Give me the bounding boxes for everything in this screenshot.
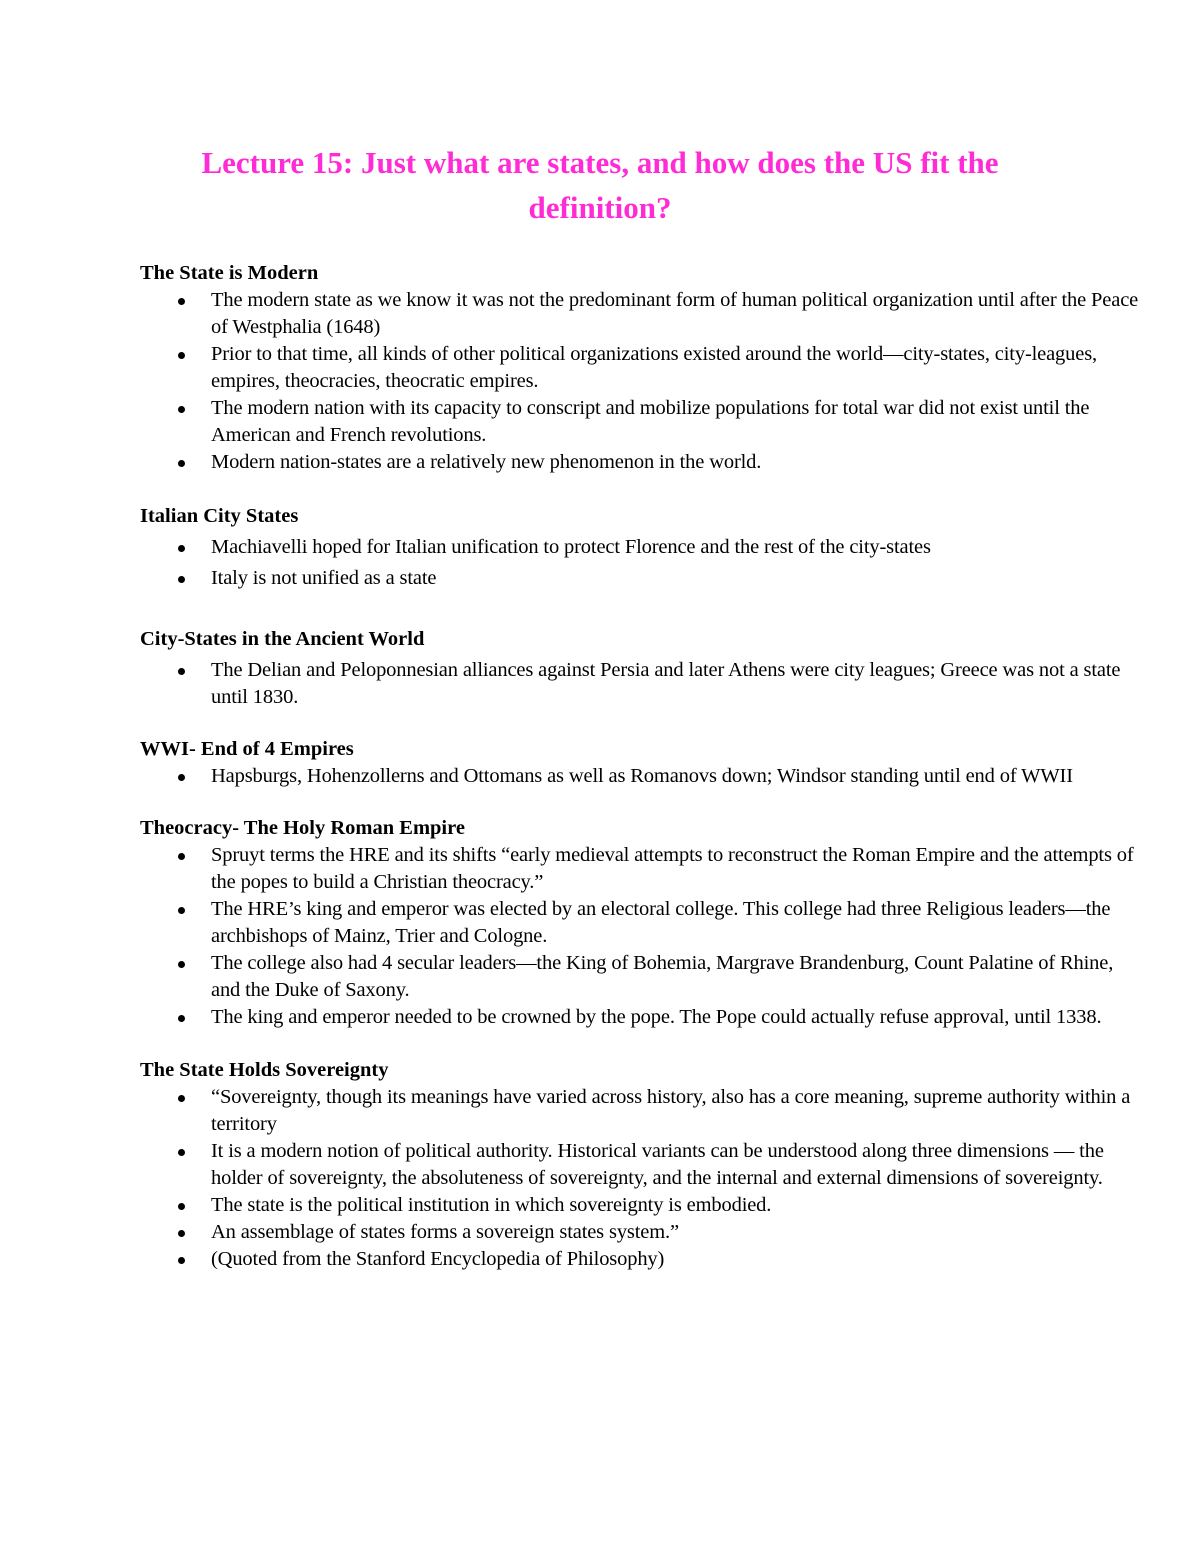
section-wwi-empires xyxy=(140,736,1140,790)
list-item xyxy=(140,395,1140,449)
document-body xyxy=(140,260,1140,1273)
bullet-icon xyxy=(178,907,185,914)
list-item xyxy=(140,842,1140,896)
bullet-icon xyxy=(178,1015,185,1022)
list-item xyxy=(140,1138,1140,1192)
section-holy-roman-empire xyxy=(140,815,1140,1031)
list-item-text: The state is the political institution in which sovereignty is embodied. xyxy=(211,1194,772,1216)
section-heading: Theocracy- The Holy Roman Empire xyxy=(140,817,465,839)
section-heading: Italian City States xyxy=(140,505,299,527)
list-item-text: Machiavelli hoped for Italian unification to protect Florence and the rest of the city-states xyxy=(211,536,931,558)
section-heading: WWI- End of 4 Empires xyxy=(140,738,354,760)
bullet-icon xyxy=(178,961,185,968)
list-item xyxy=(140,534,1140,561)
list-item-text: Hapsburgs, Hohenzollerns and Ottomans as well as Romanovs down; Windsor standing until end of WWII xyxy=(211,765,1073,787)
section-ancient-city-states xyxy=(140,626,1140,711)
list-item xyxy=(140,1246,1140,1273)
bullet-icon xyxy=(178,853,185,860)
list-item-text: Modern nation-states are a relatively new phenomenon in the world. xyxy=(211,451,762,473)
list-item-text: The modern state as we know it was not the predominant form of human political organization until after the Peace of Westphalia (1648) xyxy=(211,289,1139,338)
bullet-icon xyxy=(178,460,185,467)
list-item xyxy=(140,1084,1140,1138)
bullet-icon xyxy=(178,545,185,552)
list-item xyxy=(140,449,1140,476)
bullet-icon xyxy=(178,406,185,413)
bullet-icon xyxy=(178,1149,185,1156)
section-state-sovereignty xyxy=(140,1057,1140,1273)
bullet-list xyxy=(140,842,1140,1031)
section-state-is-modern xyxy=(140,260,1140,476)
bullet-icon xyxy=(178,774,185,781)
list-item-text: The Delian and Peloponnesian alliances against Persia and later Athens were city leagues; Greece was not a state until 1830. xyxy=(211,659,1121,708)
bullet-icon xyxy=(178,1095,185,1102)
list-item xyxy=(140,950,1140,1004)
bullet-icon xyxy=(178,352,185,359)
bullet-icon xyxy=(178,1230,185,1237)
list-item xyxy=(140,287,1140,341)
list-item-text: The HRE’s king and emperor was elected by an electoral college. This college had three Religious leaders—the archbishops of Mainz, Trier and Cologne. xyxy=(211,898,1111,947)
bullet-list xyxy=(140,657,1140,711)
list-item xyxy=(140,1219,1140,1246)
section-heading: The State Holds Sovereignty xyxy=(140,1059,389,1081)
list-item-text: Prior to that time, all kinds of other political organizations existed around the world—city-states, city-leagues, empires, theocracies, theocratic empires. xyxy=(211,343,1098,392)
bullet-icon xyxy=(178,298,185,305)
bullet-icon xyxy=(178,1257,185,1264)
list-item xyxy=(140,565,1140,592)
bullet-list xyxy=(140,1084,1140,1273)
bullet-icon xyxy=(178,668,185,675)
list-item xyxy=(140,1004,1140,1031)
section-heading: City-States in the Ancient World xyxy=(140,628,425,650)
list-item-text: Spruyt terms the HRE and its shifts “early medieval attempts to reconstruct the Roman Empire and the attempts of the popes to build a Christian theocracy.” xyxy=(211,844,1134,893)
list-item xyxy=(140,896,1140,950)
list-item-text: It is a modern notion of political authority. Historical variants can be understood along three dimensions — the holder of sovereignty, the absoluteness of sovereignty, and the internal and external dimensions of sovereignty. xyxy=(211,1140,1104,1189)
list-item-text: The college also had 4 secular leaders—the King of Bohemia, Margrave Brandenburg, Count Palatine of Rhine, and the Duke of Saxony. xyxy=(211,952,1114,1001)
list-item-text: (Quoted from the Stanford Encyclopedia of Philosophy) xyxy=(211,1248,665,1270)
list-item xyxy=(140,1192,1140,1219)
bullet-icon xyxy=(178,1203,185,1210)
list-item-text: An assemblage of states forms a sovereign states system.” xyxy=(211,1221,679,1243)
bullet-list xyxy=(140,534,1140,592)
bullet-list xyxy=(140,763,1140,790)
list-item xyxy=(140,657,1140,711)
list-item xyxy=(140,763,1140,790)
list-item-text: The modern nation with its capacity to conscript and mobilize populations for total war did not exist until the American and French revolutions. xyxy=(211,397,1090,446)
list-item-text: The king and emperor needed to be crowned by the pope. The Pope could actually refuse approval, until 1338. xyxy=(211,1006,1102,1028)
bullet-list xyxy=(140,287,1140,476)
list-item-text: Italy is not unified as a state xyxy=(211,567,437,589)
list-item-text: “Sovereignty, though its meanings have varied across history, also has a core meaning, supreme authority within a territory xyxy=(211,1086,1131,1135)
bullet-icon xyxy=(178,576,185,583)
section-heading: The State is Modern xyxy=(140,262,319,284)
document-title: Lecture 15: Just what are states, and how does the US fit the definition? xyxy=(201,145,999,225)
section-italian-city-states xyxy=(140,503,1140,592)
list-item xyxy=(140,341,1140,395)
